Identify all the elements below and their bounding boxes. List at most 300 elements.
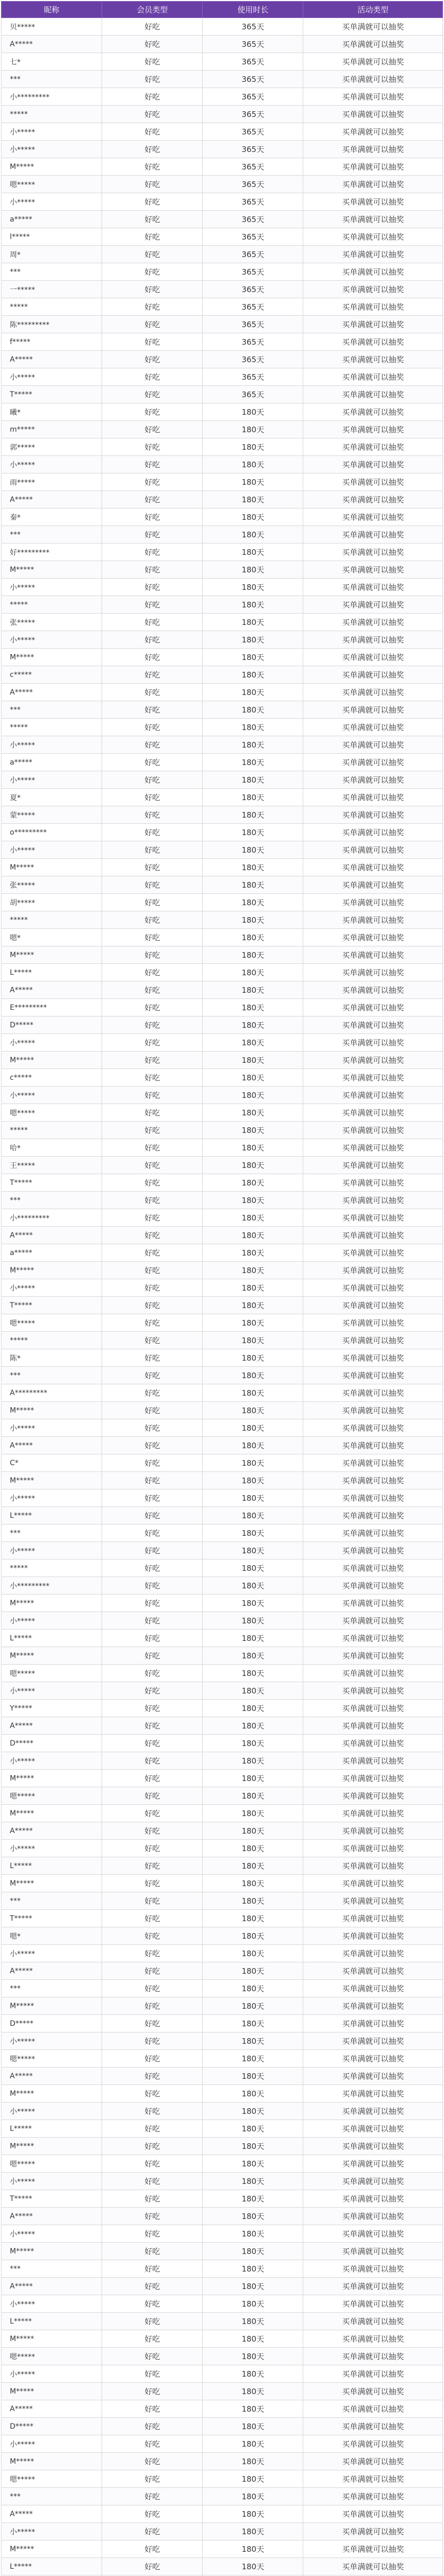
table-row xyxy=(2,544,443,561)
duration-cell: 180天 xyxy=(203,1945,303,1962)
duration-cell: 180天 xyxy=(203,1700,303,1717)
table-row xyxy=(2,771,443,789)
duration-cell: 365天 xyxy=(203,386,303,403)
member-type-cell: 好吃 xyxy=(102,2400,203,2418)
member-type-cell: 好吃 xyxy=(102,859,203,876)
duration-cell: 180天 xyxy=(203,1332,303,1349)
table-row xyxy=(2,386,443,403)
activity-type-cell: 买单满就可以抽奖 xyxy=(303,316,443,333)
member-type-cell: 好吃 xyxy=(102,2173,203,2190)
member-type-cell: 好吃 xyxy=(102,1472,203,1489)
nickname-cell: 小***** xyxy=(2,2225,102,2243)
member-type-cell: 好吃 xyxy=(102,18,203,36)
duration-cell: 180天 xyxy=(203,1122,303,1139)
member-type-cell: 好吃 xyxy=(102,1279,203,1297)
table-row xyxy=(2,2260,443,2278)
table-row xyxy=(2,71,443,88)
activity-type-cell: 买单满就可以抽奖 xyxy=(303,2190,443,2208)
table-row xyxy=(2,438,443,456)
member-type-cell: 好吃 xyxy=(102,701,203,719)
nickname-cell: 小***** xyxy=(2,1419,102,1437)
nickname-cell: Y***** xyxy=(2,1700,102,1717)
duration-cell: 180天 xyxy=(203,1297,303,1314)
duration-cell: 180天 xyxy=(203,824,303,841)
member-type-cell: 好吃 xyxy=(102,456,203,473)
member-type-cell: 好吃 xyxy=(102,841,203,859)
member-type-cell: 好吃 xyxy=(102,141,203,158)
duration-cell: 180天 xyxy=(203,1367,303,1384)
nickname-cell: 小***** xyxy=(2,736,102,754)
duration-cell: 180天 xyxy=(203,1647,303,1665)
member-type-cell: 好吃 xyxy=(102,1805,203,1822)
table-row xyxy=(2,2453,443,2470)
duration-cell: 180天 xyxy=(203,1980,303,1997)
activity-type-cell: 买单满就可以抽奖 xyxy=(303,1717,443,1735)
activity-type-cell: 买单满就可以抽奖 xyxy=(303,2208,443,2225)
member-type-cell: 好吃 xyxy=(102,649,203,666)
activity-type-cell: 买单满就可以抽奖 xyxy=(303,1524,443,1542)
table-row xyxy=(2,824,443,841)
nickname-cell: T***** xyxy=(2,2190,102,2208)
activity-type-cell: 买单满就可以抽奖 xyxy=(303,2365,443,2383)
duration-cell: 180天 xyxy=(203,1209,303,1227)
activity-type-cell: 买单满就可以抽奖 xyxy=(303,894,443,911)
activity-type-cell: 买单满就可以抽奖 xyxy=(303,1192,443,1209)
duration-cell: 180天 xyxy=(203,544,303,561)
member-type-cell: 好吃 xyxy=(102,2295,203,2313)
table-row xyxy=(2,1052,443,1069)
duration-cell: 365天 xyxy=(203,53,303,71)
nickname-cell: A***** xyxy=(2,981,102,999)
nickname-cell: T***** xyxy=(2,386,102,403)
activity-type-cell: 买单满就可以抽奖 xyxy=(303,71,443,88)
activity-type-cell: 买单满就可以抽奖 xyxy=(303,2243,443,2260)
member-type-cell: 好吃 xyxy=(102,193,203,211)
activity-type-cell: 买单满就可以抽奖 xyxy=(303,2470,443,2488)
duration-cell: 180天 xyxy=(203,1560,303,1577)
member-type-cell: 好吃 xyxy=(102,491,203,509)
member-type-cell: 好吃 xyxy=(102,281,203,298)
nickname-cell: *** xyxy=(2,71,102,88)
member-type-cell: 好吃 xyxy=(102,2015,203,2032)
member-type-cell: 好吃 xyxy=(102,2155,203,2173)
nickname-cell: M***** xyxy=(2,2243,102,2260)
activity-type-cell: 买单满就可以抽奖 xyxy=(303,473,443,491)
activity-type-cell: 买单满就可以抽奖 xyxy=(303,1069,443,1087)
nickname-cell: A***** xyxy=(2,1962,102,1980)
activity-type-cell: 买单满就可以抽奖 xyxy=(303,1647,443,1665)
table-row xyxy=(2,211,443,228)
table-row xyxy=(2,141,443,158)
member-type-cell: 好吃 xyxy=(102,1612,203,1630)
table-row xyxy=(2,859,443,876)
activity-type-cell: 买单满就可以抽奖 xyxy=(303,859,443,876)
activity-type-cell: 买单满就可以抽奖 xyxy=(303,1244,443,1262)
activity-type-cell: 买单满就可以抽奖 xyxy=(303,1174,443,1192)
activity-type-cell: 买单满就可以抽奖 xyxy=(303,649,443,666)
duration-cell: 365天 xyxy=(203,141,303,158)
member-type-cell: 好吃 xyxy=(102,1262,203,1279)
duration-cell: 180天 xyxy=(203,946,303,964)
duration-cell: 180天 xyxy=(203,806,303,824)
activity-type-cell: 买单满就可以抽奖 xyxy=(303,1892,443,1910)
duration-cell: 180天 xyxy=(203,2138,303,2155)
activity-type-cell: 买单满就可以抽奖 xyxy=(303,544,443,561)
activity-type-cell: 买单满就可以抽奖 xyxy=(303,2225,443,2243)
nickname-cell: M***** xyxy=(2,1875,102,1892)
activity-type-cell: 买单满就可以抽奖 xyxy=(303,456,443,473)
table-row xyxy=(2,1454,443,1472)
nickname-cell: M***** xyxy=(2,946,102,964)
table-row xyxy=(2,526,443,544)
table-row xyxy=(2,1805,443,1822)
activity-type-cell: 买单满就可以抽奖 xyxy=(303,1157,443,1174)
member-type-cell: 好吃 xyxy=(102,36,203,53)
duration-cell: 180天 xyxy=(203,701,303,719)
duration-cell: 180天 xyxy=(203,1454,303,1472)
activity-type-cell: 买单满就可以抽奖 xyxy=(303,1384,443,1402)
activity-type-cell: 买单满就可以抽奖 xyxy=(303,1507,443,1524)
table-row xyxy=(2,1279,443,1297)
member-type-cell: 好吃 xyxy=(102,1735,203,1752)
nickname-cell: M***** xyxy=(2,2330,102,2348)
table-header xyxy=(2,2,443,18)
nickname-cell: 嗯***** xyxy=(2,1787,102,1805)
nickname-cell: M***** xyxy=(2,1805,102,1822)
table-row xyxy=(2,1962,443,1980)
member-type-cell: 好吃 xyxy=(102,316,203,333)
member-type-cell: 好吃 xyxy=(102,1875,203,1892)
duration-cell: 180天 xyxy=(203,1770,303,1787)
nickname-cell: L***** xyxy=(2,964,102,981)
member-type-cell: 好吃 xyxy=(102,71,203,88)
nickname-cell: 小********* xyxy=(2,1577,102,1595)
table-row xyxy=(2,18,443,36)
duration-cell: 180天 xyxy=(203,1927,303,1945)
duration-cell: 180天 xyxy=(203,1682,303,1700)
activity-type-cell: 买单满就可以抽奖 xyxy=(303,964,443,981)
member-type-cell: 好吃 xyxy=(102,2365,203,2383)
table-row xyxy=(2,2243,443,2260)
table-row xyxy=(2,684,443,701)
duration-cell: 180天 xyxy=(203,473,303,491)
nickname-cell: 小***** xyxy=(2,1034,102,1052)
member-type-cell: 好吃 xyxy=(102,2488,203,2505)
activity-type-cell: 买单满就可以抽奖 xyxy=(303,2085,443,2103)
table-row xyxy=(2,2488,443,2505)
member-type-cell: 好吃 xyxy=(102,473,203,491)
activity-type-cell: 买单满就可以抽奖 xyxy=(303,876,443,894)
activity-type-cell: 买单满就可以抽奖 xyxy=(303,2015,443,2032)
nickname-cell: 雨***** xyxy=(2,473,102,491)
table-row xyxy=(2,2208,443,2225)
table-row xyxy=(2,2120,443,2138)
activity-type-cell: 买单满就可以抽奖 xyxy=(303,2348,443,2365)
activity-type-cell: 买单满就可以抽奖 xyxy=(303,1962,443,1980)
nickname-cell: 贝***** xyxy=(2,18,102,36)
member-type-cell: 好吃 xyxy=(102,351,203,368)
duration-cell: 180天 xyxy=(203,876,303,894)
nickname-cell: 小***** xyxy=(2,579,102,596)
duration-cell: 365天 xyxy=(203,228,303,246)
duration-cell: 180天 xyxy=(203,1892,303,1910)
duration-cell: 180天 xyxy=(203,2015,303,2032)
duration-cell: 180天 xyxy=(203,2523,303,2540)
nickname-cell: l***** xyxy=(2,228,102,246)
duration-cell: 180天 xyxy=(203,2400,303,2418)
nickname-cell: 陈********* xyxy=(2,316,102,333)
member-type-cell: 好吃 xyxy=(102,88,203,106)
member-type-cell: 好吃 xyxy=(102,1437,203,1454)
table-row xyxy=(2,946,443,964)
activity-type-cell: 买单满就可以抽奖 xyxy=(303,1787,443,1805)
activity-type-cell: 买单满就可以抽奖 xyxy=(303,509,443,526)
nickname-cell: A***** xyxy=(2,2067,102,2085)
activity-type-cell: 买单满就可以抽奖 xyxy=(303,1805,443,1822)
activity-type-cell: 买单满就可以抽奖 xyxy=(303,1052,443,1069)
member-type-cell: 好吃 xyxy=(102,946,203,964)
activity-type-cell: 买单满就可以抽奖 xyxy=(303,1997,443,2015)
table-row xyxy=(2,1542,443,1560)
table-row xyxy=(2,1297,443,1314)
activity-type-cell: 买单满就可以抽奖 xyxy=(303,2523,443,2540)
member-type-cell: 好吃 xyxy=(102,596,203,614)
member-type-cell: 好吃 xyxy=(102,1297,203,1314)
table-row xyxy=(2,2085,443,2103)
nickname-cell: 嗯* xyxy=(2,929,102,946)
table-row xyxy=(2,1665,443,1682)
member-type-cell: 好吃 xyxy=(102,1016,203,1034)
nickname-cell: M***** xyxy=(2,1770,102,1787)
duration-cell: 180天 xyxy=(203,2103,303,2120)
nickname-cell: M***** xyxy=(2,158,102,176)
nickname-cell: 王***** xyxy=(2,1157,102,1174)
activity-type-cell: 买单满就可以抽奖 xyxy=(303,1665,443,1682)
nickname-cell: A***** xyxy=(2,2278,102,2295)
member-type-cell: 好吃 xyxy=(102,2383,203,2400)
nickname-cell: M***** xyxy=(2,1262,102,1279)
member-type-cell: 好吃 xyxy=(102,1489,203,1507)
activity-type-cell: 买单满就可以抽奖 xyxy=(303,2313,443,2330)
activity-type-cell: 买单满就可以抽奖 xyxy=(303,981,443,999)
member-type-cell: 好吃 xyxy=(102,1402,203,1419)
activity-type-cell: 买单满就可以抽奖 xyxy=(303,1945,443,1962)
member-type-cell: 好吃 xyxy=(102,1349,203,1367)
duration-cell: 180天 xyxy=(203,754,303,771)
nickname-cell: c***** xyxy=(2,1069,102,1087)
table-row xyxy=(2,2330,443,2348)
table-row xyxy=(2,631,443,649)
member-type-cell: 好吃 xyxy=(102,1104,203,1122)
member-type-cell: 好吃 xyxy=(102,806,203,824)
activity-type-cell: 买单满就可以抽奖 xyxy=(303,1122,443,1139)
table-row xyxy=(2,1367,443,1384)
member-type-cell: 好吃 xyxy=(102,964,203,981)
member-type-cell: 好吃 xyxy=(102,1384,203,1402)
member-type-cell: 好吃 xyxy=(102,1174,203,1192)
nickname-cell: *** xyxy=(2,1980,102,1997)
activity-type-cell: 买单满就可以抽奖 xyxy=(303,281,443,298)
activity-type-cell: 买单满就可以抽奖 xyxy=(303,36,443,53)
duration-cell: 180天 xyxy=(203,1962,303,1980)
table-row xyxy=(2,1892,443,1910)
duration-cell: 180天 xyxy=(203,421,303,438)
member-type-cell: 好吃 xyxy=(102,2120,203,2138)
table-row xyxy=(2,2278,443,2295)
table-row xyxy=(2,473,443,491)
nickname-cell: L***** xyxy=(2,1857,102,1875)
nickname-cell: M***** xyxy=(2,1052,102,1069)
table-row xyxy=(2,894,443,911)
nickname-cell: *** xyxy=(2,701,102,719)
table-row xyxy=(2,2400,443,2418)
member-type-cell: 好吃 xyxy=(102,1822,203,1840)
table-row xyxy=(2,246,443,263)
duration-cell: 180天 xyxy=(203,2505,303,2523)
table-row xyxy=(2,2558,443,2575)
activity-type-cell: 买单满就可以抽奖 xyxy=(303,789,443,806)
table-row xyxy=(2,106,443,123)
member-type-cell: 好吃 xyxy=(102,684,203,701)
nickname-cell: L***** xyxy=(2,1630,102,1647)
member-type-cell: 好吃 xyxy=(102,2260,203,2278)
table-row xyxy=(2,2470,443,2488)
member-type-cell: 好吃 xyxy=(102,1962,203,1980)
duration-cell: 180天 xyxy=(203,1227,303,1244)
table-row xyxy=(2,2103,443,2120)
duration-cell: 365天 xyxy=(203,106,303,123)
duration-cell: 180天 xyxy=(203,2173,303,2190)
duration-cell: 180天 xyxy=(203,1840,303,1857)
member-type-cell: 好吃 xyxy=(102,579,203,596)
nickname-cell: 小***** xyxy=(2,1542,102,1560)
duration-cell: 180天 xyxy=(203,526,303,544)
table-row xyxy=(2,2190,443,2208)
duration-cell: 180天 xyxy=(203,1997,303,2015)
table-row xyxy=(2,1822,443,1840)
member-type-cell: 好吃 xyxy=(102,421,203,438)
duration-cell: 180天 xyxy=(203,666,303,684)
nickname-cell: 小***** xyxy=(2,631,102,649)
nickname-cell: C* xyxy=(2,1454,102,1472)
duration-cell: 180天 xyxy=(203,2418,303,2435)
duration-cell: 180天 xyxy=(203,2470,303,2488)
duration-cell: 180天 xyxy=(203,2120,303,2138)
activity-type-cell: 买单满就可以抽奖 xyxy=(303,841,443,859)
member-type-cell: 好吃 xyxy=(102,2435,203,2453)
nickname-cell: T***** xyxy=(2,1910,102,1927)
nickname-cell: D***** xyxy=(2,1735,102,1752)
duration-cell: 180天 xyxy=(203,1735,303,1752)
duration-cell: 180天 xyxy=(203,509,303,526)
table-row xyxy=(2,1875,443,1892)
nickname-cell: 郭***** xyxy=(2,438,102,456)
table-row xyxy=(2,1244,443,1262)
table-row xyxy=(2,1857,443,1875)
member-type-cell: 好吃 xyxy=(102,106,203,123)
activity-type-cell: 买单满就可以抽奖 xyxy=(303,1262,443,1279)
duration-cell: 180天 xyxy=(203,1314,303,1332)
header-activity-type: 活动类型 xyxy=(303,2,443,18)
activity-type-cell: 买单满就可以抽奖 xyxy=(303,684,443,701)
member-type-cell: 好吃 xyxy=(102,1717,203,1735)
activity-type-cell: 买单满就可以抽奖 xyxy=(303,2540,443,2558)
duration-cell: 180天 xyxy=(203,2260,303,2278)
member-type-cell: 好吃 xyxy=(102,123,203,141)
duration-cell: 180天 xyxy=(203,2225,303,2243)
member-type-cell: 好吃 xyxy=(102,1700,203,1717)
table-row xyxy=(2,666,443,684)
member-type-cell: 好吃 xyxy=(102,1665,203,1682)
nickname-cell: 嗯***** xyxy=(2,2348,102,2365)
activity-type-cell: 买单满就可以抽奖 xyxy=(303,2330,443,2348)
member-type-cell: 好吃 xyxy=(102,228,203,246)
duration-cell: 365天 xyxy=(203,351,303,368)
header-duration: 使用时长 xyxy=(203,2,303,18)
activity-type-cell: 买单满就可以抽奖 xyxy=(303,333,443,351)
table-row xyxy=(2,1209,443,1227)
table-row xyxy=(2,1384,443,1402)
member-type-cell: 好吃 xyxy=(102,1840,203,1857)
duration-cell: 180天 xyxy=(203,1419,303,1437)
activity-type-cell: 买单满就可以抽奖 xyxy=(303,1857,443,1875)
nickname-cell: 胡***** xyxy=(2,894,102,911)
table-row xyxy=(2,964,443,981)
activity-type-cell: 买单满就可以抽奖 xyxy=(303,1437,443,1454)
activity-type-cell: 买单满就可以抽奖 xyxy=(303,2173,443,2190)
member-type-cell: 好吃 xyxy=(102,2540,203,2558)
nickname-cell: 小***** xyxy=(2,1279,102,1297)
nickname-cell: 好********* xyxy=(2,544,102,561)
duration-cell: 180天 xyxy=(203,2155,303,2173)
nickname-cell: M***** xyxy=(2,2085,102,2103)
table-row xyxy=(2,2418,443,2435)
table-row xyxy=(2,1682,443,1700)
activity-type-cell: 买单满就可以抽奖 xyxy=(303,246,443,263)
activity-type-cell: 买单满就可以抽奖 xyxy=(303,1980,443,1997)
activity-type-cell: 买单满就可以抽奖 xyxy=(303,1560,443,1577)
table-row xyxy=(2,1770,443,1787)
table-row xyxy=(2,789,443,806)
activity-type-cell: 买单满就可以抽奖 xyxy=(303,1349,443,1367)
nickname-cell: *** xyxy=(2,526,102,544)
nickname-cell: *** xyxy=(2,1192,102,1209)
activity-type-cell: 买单满就可以抽奖 xyxy=(303,2295,443,2313)
nickname-cell: 嗯***** xyxy=(2,1314,102,1332)
nickname-cell: A***** xyxy=(2,2505,102,2523)
duration-cell: 180天 xyxy=(203,596,303,614)
member-type-cell: 好吃 xyxy=(102,2225,203,2243)
member-type-cell: 好吃 xyxy=(102,561,203,579)
duration-cell: 180天 xyxy=(203,1157,303,1174)
activity-type-cell: 买单满就可以抽奖 xyxy=(303,2400,443,2418)
table-row xyxy=(2,1630,443,1647)
table-row xyxy=(2,1174,443,1192)
activity-type-cell: 买单满就可以抽奖 xyxy=(303,736,443,754)
activity-type-cell: 买单满就可以抽奖 xyxy=(303,1927,443,1945)
member-type-cell: 好吃 xyxy=(102,1595,203,1612)
table-row xyxy=(2,1192,443,1209)
table-row xyxy=(2,1122,443,1139)
nickname-cell: 张***** xyxy=(2,614,102,631)
activity-type-cell: 买单满就可以抽奖 xyxy=(303,211,443,228)
activity-type-cell: 买单满就可以抽奖 xyxy=(303,2278,443,2295)
activity-type-cell: 买单满就可以抽奖 xyxy=(303,946,443,964)
duration-cell: 180天 xyxy=(203,859,303,876)
header-nickname: 昵称 xyxy=(2,2,102,18)
nickname-cell: 小***** xyxy=(2,123,102,141)
table-row xyxy=(2,2348,443,2365)
